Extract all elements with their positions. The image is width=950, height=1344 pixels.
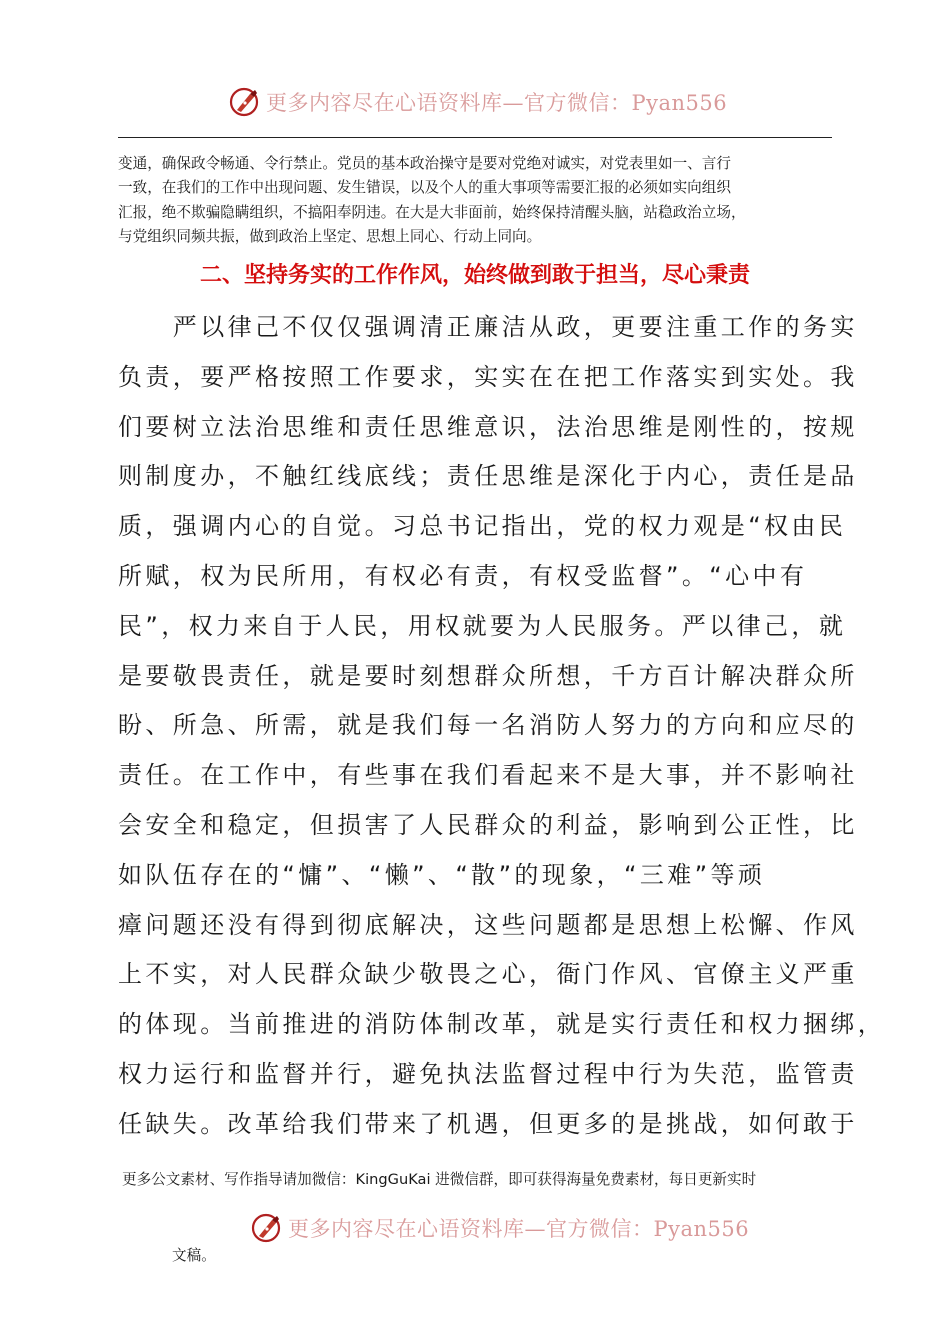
body-line: 则制度办，不触红线底线；责任思维是深化于内心，责任是品: [118, 462, 858, 491]
pen-nib-logo-icon: [228, 85, 262, 119]
intro-line: 汇报，绝不欺骗隐瞒组织，不搞阳奉阴违。在大是大非面前，始终保持清醒头脑，站稳政治立场，: [118, 203, 746, 221]
body-line: 任缺失。改革给我们带来了机遇，但更多的是挑战，如何敢于: [118, 1109, 858, 1138]
body-line: 所赋，权为民所用，有权必有责，有权受监督”。“心中有: [118, 561, 808, 590]
intro-paragraph: [118, 152, 832, 250]
footer-watermark: [250, 1208, 750, 1248]
body-line: 权力运行和监督并行，避免执法监督过程中行为失范，监管责: [118, 1059, 858, 1088]
body-line: 如队伍存在的“慵”、“懒”、“散”的现象，“三难”等顽: [118, 860, 766, 889]
body-paragraph: [118, 303, 886, 1150]
header-watermark: [228, 82, 728, 122]
pen-nib-logo-icon: [250, 1211, 284, 1245]
body-line: 会安全和稳定，但损害了人民群众的利益，影响到公正性，比: [118, 810, 858, 839]
body-line: 责任。在工作中，有些事在我们看起来不是大事，并不影响社: [118, 761, 858, 790]
intro-line: 变通，确保政令畅通、令行禁止。党员的基本政治操守是要对党绝对诚实，对党表里如一、言行: [118, 155, 731, 172]
body-line: 瘴问题还没有得到彻底解决，这些问题都是思想上松懈、作风: [118, 910, 858, 939]
body-line: 的体现。当前推进的消防体制改革，就是实行责任和权力捆绑，: [118, 1010, 886, 1039]
watermark-text: 更多内容尽在心语资料库—官方微信：Pyan556: [288, 1217, 750, 1241]
body-line: 盼、所急、所需，就是我们每一名消防人努力的方向和应尽的: [118, 711, 858, 740]
body-line: 们要树立法治思维和责任思维意识，法治思维是刚性的，按规: [118, 412, 858, 441]
body-line: 质，强调内心的自觉。习总书记指出，党的权力观是“权由民: [118, 512, 847, 541]
body-line: 是要敬畏责任，就是要时刻想群众所想，千方百计解决群众所: [118, 661, 858, 690]
body-line: 民”，权力来自于人民，用权就要为人民服务。严以律己，就: [118, 611, 847, 640]
intro-line: 一致，在我们的工作中出现问题、发生错误，以及个人的重大事项等需要汇报的必须如实向组织: [118, 179, 731, 197]
intro-line: 与党组织同频共振，做到政治上坚定、思想上同心、行动上同向。: [118, 228, 542, 246]
section-heading: 二、坚持务实的工作作风，始终做到敢于担当，尽心秉责: [199, 263, 750, 288]
footer-note: 更多公文素材、写作指导请加微信：KingGuKai 进微信群，即可获得海量免费素材，每日更新实时: [122, 1171, 757, 1188]
footer-note-continued: 文稿。: [172, 1247, 216, 1264]
body-line: 上不实，对人民群众缺少敬畏之心，衙门作风、官僚主义严重: [118, 960, 858, 989]
body-line: 严以律己不仅仅强调清正廉洁从政，更要注重工作的务实: [118, 313, 858, 341]
watermark-text: 更多内容尽在心语资料库—官方微信：Pyan556: [266, 91, 728, 115]
body-line: 负责，要严格按照工作要求，实实在在把工作落实到实处。我: [118, 362, 858, 391]
header-divider: [118, 137, 832, 138]
